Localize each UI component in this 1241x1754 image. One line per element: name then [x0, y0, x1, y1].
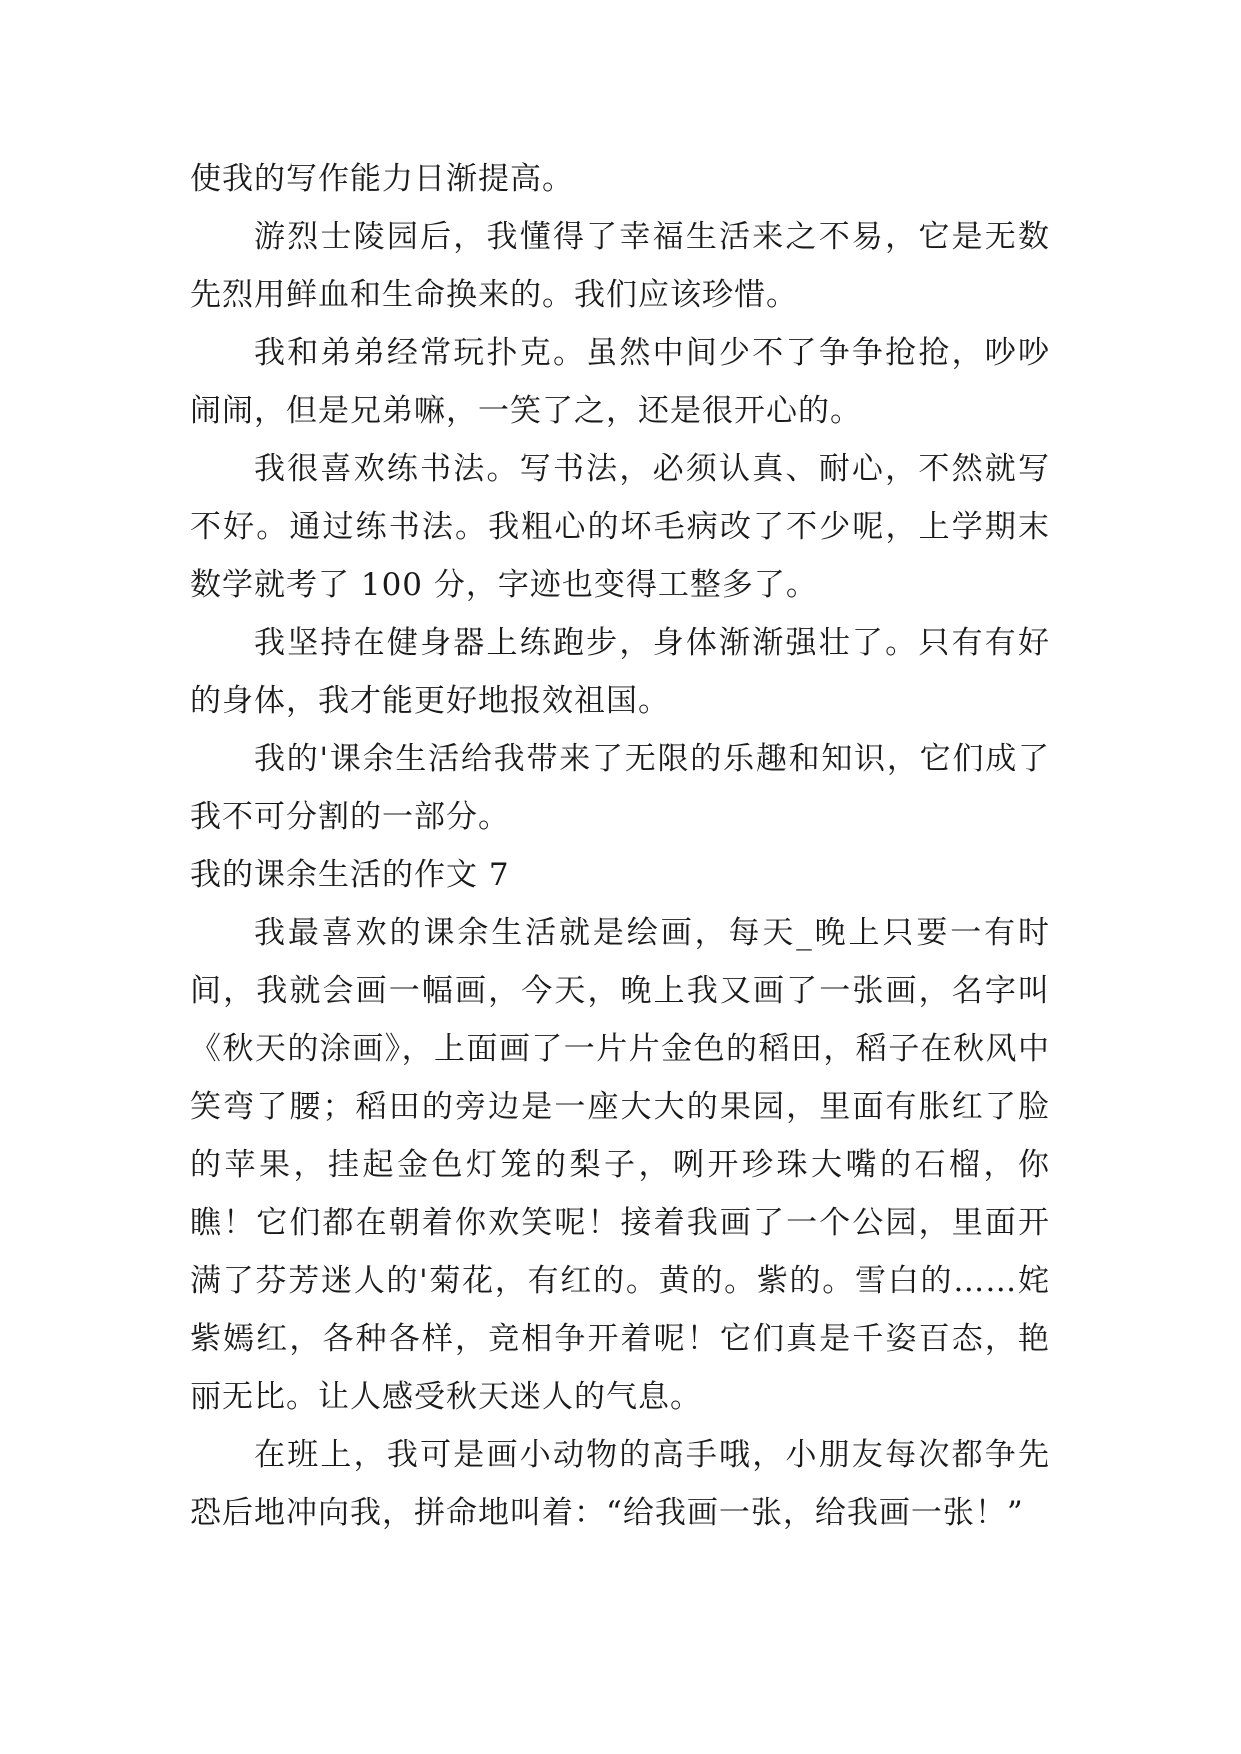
paragraph: 游烈士陵园后，我懂得了幸福生活来之不易，它是无数先烈用鲜血和生命换来的。我们应该珍惜。 — [190, 219, 1050, 313]
paragraph: 我很喜欢练书法。写书法，必须认真、耐心，不然就写不好。通过练书法。我粗心的坏毛病改了不少呢，上学期末数学就考了 100 分，字迹也变得工整多了。 — [190, 451, 1050, 603]
paragraph: 我的'课余生活给我带来了无限的乐趣和知识，它们成了我不可分割的一部分。 — [190, 741, 1050, 835]
paragraph: 我最喜欢的课余生活就是绘画，每天_晚上只要一有时间，我就会画一幅画，今天，晚上我又画了一张画，名字叫《秋天的涂画》，上面画了一片片金色的稻田，稻子在秋风中笑弯了腰；稻田的旁边是一座大大的果园，里面有胀红了脸的苹果，挂起金色灯笼的梨子，咧开珍珠大嘴的石榴，你瞧！它们都在朝着你欢笑呢！接着我画了一个公园，里面开满了芬芳迷人的'菊花，有红的。黄的。紫的。雪白的……姹紫嫣红，各种各样，竞相争开着呢！它们真是千姿百态，艳丽无比。让人感受秋天迷人的气息。 — [190, 915, 1050, 1415]
document-body — [190, 150, 1050, 1542]
section-title: 我的课余生活的作文 7 — [190, 857, 510, 893]
paragraph: 在班上，我可是画小动物的高手哦，小朋友每次都争先恐后地冲向我，拼命地叫着：“给我画一张，给我画一张！” — [190, 1437, 1050, 1531]
paragraph: 我坚持在健身器上练跑步，身体渐渐强壮了。只有有好的身体，我才能更好地报效祖国。 — [190, 625, 1050, 719]
paragraph: 使我的写作能力日渐提高。 — [190, 161, 574, 197]
paragraph: 我和弟弟经常玩扑克。虽然中间少不了争争抢抢，吵吵闹闹，但是兄弟嘛，一笑了之，还是很开心的。 — [190, 335, 1050, 429]
